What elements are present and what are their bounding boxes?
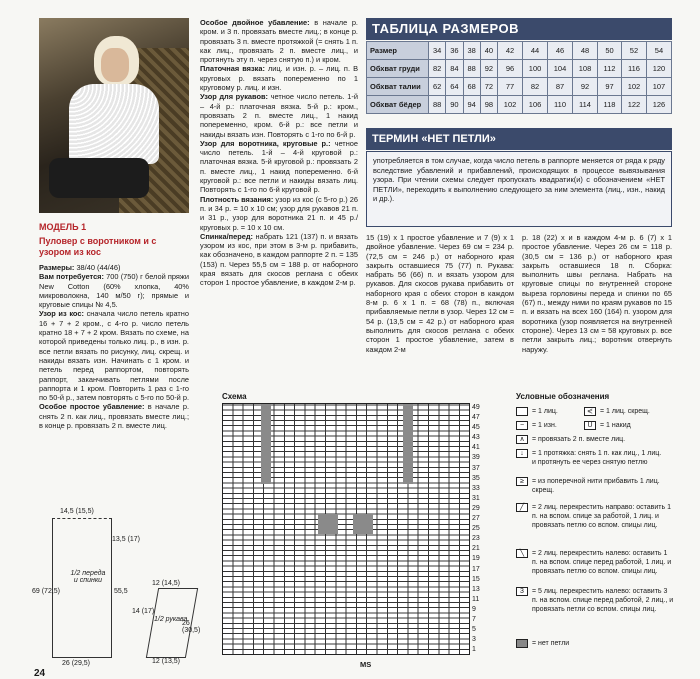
legend-text: = 1 изн. bbox=[532, 422, 557, 429]
legend-item bbox=[516, 435, 676, 444]
pattern-label: 26 (30,5) bbox=[182, 620, 201, 634]
size-cell: 88 bbox=[463, 60, 480, 78]
size-cell: 120 bbox=[646, 60, 671, 78]
no-stitch-cell bbox=[261, 404, 271, 484]
size-cell: 92 bbox=[480, 60, 497, 78]
legend-title: Условные обозначения bbox=[516, 392, 610, 401]
size-cell: 116 bbox=[621, 60, 646, 78]
size-cell: 94 bbox=[463, 96, 480, 114]
size-cell: 34 bbox=[429, 42, 446, 60]
paragraph-text: в начале р. снять 2 п. как лиц., провязать вместе лиц.; в конце р. провязать 2 п. вместе лиц. bbox=[39, 402, 189, 431]
paragraph-text: 700 (750) г белой пряжи New Cotton (60% хлопка, 40% микроволокна, 140 м/50 г); прямые и круговые спицы № 4,5. bbox=[39, 272, 189, 310]
paragraph-text: 38/40 (44/46) bbox=[74, 263, 121, 272]
size-cell: 82 bbox=[429, 60, 446, 78]
row-number: 5 bbox=[472, 626, 476, 634]
paragraph-heading: Особое двойное убавление: bbox=[200, 18, 310, 27]
size-cell: 90 bbox=[446, 96, 463, 114]
size-cell: 54 bbox=[646, 42, 671, 60]
paragraph-text: в начале р. кром. и 3 п. провязать вместе лиц.; в конце р. провязать 3 п. вместе протяжкой (= снять 1 п. как лиц., провязать 2 п. вместе лиц., и протянуть эту п. через снятую п.) и кром. bbox=[200, 18, 358, 65]
pattern-label: 26 (29,5) bbox=[62, 660, 91, 667]
paragraph-text: четное число петель. 1-й – 4-й р.: платочная вязка. 5-й р.: кром., провязать 2 п. вместе лиц., 1 накид попеременно, кром. 6-й р.: все петли и накиды вязать изн. Повторять с 1-го по 6-й р. bbox=[200, 92, 358, 139]
paragraph-heading: Платочная вязка: bbox=[200, 64, 265, 74]
size-cell: 110 bbox=[548, 96, 573, 114]
model-name: Пуловер с воротником и с узором из кос bbox=[39, 236, 157, 257]
size-cell: 92 bbox=[573, 78, 598, 96]
legend-item bbox=[516, 421, 557, 430]
legend-text: = 1 лиц. bbox=[532, 408, 558, 415]
twisted-knit-icon: ⋞ bbox=[584, 407, 596, 416]
cross-right-icon: ╱ bbox=[516, 503, 528, 512]
row-number: 47 bbox=[472, 414, 480, 422]
cross-left-icon: ╲ bbox=[516, 549, 528, 558]
repeat-label: MS bbox=[360, 660, 372, 669]
pattern-label: 1/2 рукава bbox=[154, 616, 188, 623]
pattern-label: 14,5 (15,5) bbox=[60, 508, 94, 515]
legend-text: = 1 накид bbox=[600, 422, 631, 429]
size-cell: 62 bbox=[429, 78, 446, 96]
size-table bbox=[366, 41, 672, 114]
instructions-col2 bbox=[200, 18, 358, 288]
row-number: 21 bbox=[472, 545, 480, 553]
paragraph-text: сначала число петель кратно 16 + 7 + 2 кром., с 4-го р. число петель кратно 18 + 7 + 2 кром. Вязать по схеме, на которой приведены только лиц. р., в изн. р. все петли вязать по рисунку, лиц. скрещ. и накиды вязать изн. Начинать с 1 кром. и петель перед раппортом, повторять раппорт, заканчивать петлями после раппорта и 1 кром. Повторить 1 раз с 1-го по 50-й р., затем повторять с 5-го по 50-й р. bbox=[39, 309, 189, 403]
legend-text: = нет петли bbox=[532, 640, 570, 647]
size-cell: 44 bbox=[523, 42, 548, 60]
legend-text: = 2 лиц. перекрестить налево: оставить 1 п. на вспом. спице перед работой, 1 лиц. и провязать петлю со вспом. спицы лиц. bbox=[532, 550, 672, 575]
row-numbers bbox=[472, 403, 490, 655]
legend-item bbox=[516, 503, 674, 530]
size-cell: 107 bbox=[646, 78, 671, 96]
paragraph bbox=[39, 263, 189, 272]
size-cell: 82 bbox=[523, 78, 548, 96]
instructions-col1 bbox=[39, 263, 189, 430]
instructions-col3: 15 (19) х 1 простое убавление и 7 (9) х 1 двойное убавление. Через 69 см = 234 р. (72,5 см = 246 р.) от наборного края закрыть оставшиеся 75 (77) п. Рукава: набрать 56 (66) п. и вязать узором для рукавов. Для скосов рукава прибавить от наборного края с обеих сторон в каждом 8-м р. 6 х 1 п. = 68 (78) п., включая прибавляемые петли в узор. Через 12 см = 54 р. (13,5 см = 42 р.) от наборного края выполнить для скосов реглана с обеих сторон 1 простое убавление, затем в каждом 2-м bbox=[366, 233, 514, 354]
size-cell: 48 bbox=[573, 42, 598, 60]
purl-symbol-icon: − bbox=[516, 421, 528, 430]
paragraph-heading: Узор для рукавов: bbox=[200, 92, 268, 102]
no-stitch-cell bbox=[403, 404, 413, 484]
size-cell: 126 bbox=[646, 96, 671, 114]
size-cell: 112 bbox=[598, 60, 622, 78]
paragraph-heading: Спинка/перед: bbox=[200, 231, 254, 241]
sewing-pattern bbox=[32, 508, 202, 673]
size-cell: 46 bbox=[548, 42, 573, 60]
row-number: 45 bbox=[472, 424, 480, 432]
size-cell: 40 bbox=[480, 42, 497, 60]
legend-item bbox=[516, 477, 666, 495]
knit-symbol-icon bbox=[516, 407, 528, 416]
paragraph-text: лиц. и изн. р. – лиц. п. В круговых р. вязать попеременно по 1 круговому р. лиц. и изн. bbox=[200, 64, 358, 93]
size-row-label: Размер bbox=[367, 42, 429, 60]
body-pattern-outline bbox=[52, 518, 112, 658]
paragraph bbox=[200, 92, 358, 138]
no-stitch-icon bbox=[516, 639, 528, 648]
size-cell: 118 bbox=[598, 96, 622, 114]
slip-decrease-icon: ↓ bbox=[516, 449, 528, 458]
size-cell: 52 bbox=[621, 42, 646, 60]
row-number: 1 bbox=[472, 646, 476, 654]
row-number: 35 bbox=[472, 474, 480, 482]
size-cell: 88 bbox=[429, 96, 446, 114]
legend-text: = 2 лиц. перекрестить направо: оставить 1 п. на вспом. спице за работой, 1 лиц. и провязать петлю со вспом. спицы лиц. bbox=[532, 504, 671, 529]
legs-image bbox=[49, 158, 149, 198]
size-cell: 36 bbox=[446, 42, 463, 60]
paragraph bbox=[200, 139, 358, 195]
row-number: 23 bbox=[472, 535, 480, 543]
paragraph bbox=[200, 195, 358, 232]
legend-item bbox=[516, 449, 666, 467]
row-number: 49 bbox=[472, 404, 480, 411]
row-number: 3 bbox=[472, 636, 476, 644]
size-row-label: Обхват бёдер bbox=[367, 96, 429, 114]
size-cell: 104 bbox=[548, 60, 573, 78]
legend-item bbox=[516, 549, 674, 576]
size-row bbox=[367, 78, 672, 96]
size-cell: 42 bbox=[498, 42, 523, 60]
paragraph-text: четное число петель. 1-й – 4-й круговой р.: платочная вязка. 5-й круговой р.: провязать 2 п. вместе лиц., 1 накид попеременно. 6-й круговой р.: все петли и накиды вязать лиц. Повторять с 1-го по 6-й круговой р. bbox=[200, 138, 358, 195]
model-photo bbox=[39, 18, 189, 213]
instructions-col4: р. 18 (22) х и в каждом 4-м р. 6 (7) х 1 простое убавление. Через 26 см = 118 р. (30,5 см = 136 р.) от наборного края закрыть оставшиеся 18 п. Сборка: выполнить швы реглана. Набрать на круговые спицы по внутренней стороне выреза горловины переда и спинки по 65 (67) п., между ними по краям рукавов по 15 п. и вязать на всех 160 (164) п. узором для воротника (узор появляется на внутренней стороне). Через 13 см = 58 круговых р. все петли закрыть лиц.; воротник отвернуть наружу. bbox=[522, 233, 672, 354]
model-title: МОДЕЛЬ 1 bbox=[39, 222, 87, 232]
row-number: 11 bbox=[472, 595, 480, 603]
row-number: 7 bbox=[472, 615, 476, 623]
term-text: употребляется в том случае, когда число петель в раппорте меняется от ряда к ряду вследствие убавлений и прибавлений, происходящих в процессе вывязывания узора. При чтении схемы следует пропускать квадратик(и) с обозначением «НЕТ ПЕТЛИ», переходить к выполнению следующего за ним элемента (лиц., изн., накид и др.). bbox=[366, 151, 672, 227]
term-title: ТЕРМИН «НЕТ ПЕТЛИ» bbox=[366, 128, 672, 150]
size-cell: 106 bbox=[523, 96, 548, 114]
row-number: 39 bbox=[472, 454, 480, 462]
legend-item bbox=[584, 407, 650, 416]
size-cell: 122 bbox=[621, 96, 646, 114]
pattern-label: 12 (14,5) bbox=[152, 580, 181, 587]
paragraph bbox=[39, 402, 189, 430]
legend-text: = провязать 2 п. вместе лиц. bbox=[532, 436, 626, 443]
pattern-label: 55,5 bbox=[114, 588, 128, 595]
row-number: 37 bbox=[472, 464, 480, 472]
paragraph-heading: Вам потребуется: bbox=[39, 272, 104, 282]
page-number: 24 bbox=[34, 668, 46, 679]
size-table-title: ТАБЛИЦА РАЗМЕРОВ bbox=[366, 18, 672, 40]
row-number: 29 bbox=[472, 504, 480, 512]
row-number: 33 bbox=[472, 484, 480, 492]
sweater-image bbox=[69, 84, 159, 164]
paragraph-heading: Узор из кос: bbox=[39, 309, 84, 319]
pattern-label: 12 (13,5) bbox=[152, 658, 181, 665]
pattern-label: 69 (72,5) bbox=[32, 588, 61, 595]
k2tog-icon: ∧ bbox=[516, 435, 528, 444]
paragraph bbox=[200, 18, 358, 64]
size-cell: 87 bbox=[548, 78, 573, 96]
size-row bbox=[367, 60, 672, 78]
no-stitch-cell bbox=[318, 514, 338, 534]
paragraph-heading: Плотность вязания: bbox=[200, 194, 274, 204]
face-image bbox=[101, 48, 129, 82]
size-row-label: Обхват груди bbox=[367, 60, 429, 78]
row-number: 9 bbox=[472, 605, 476, 613]
size-cell: 108 bbox=[573, 60, 598, 78]
size-row bbox=[367, 42, 672, 60]
row-number: 31 bbox=[472, 494, 480, 502]
pattern-label: 1/2 переда и спинки bbox=[70, 570, 106, 584]
row-number: 27 bbox=[472, 515, 480, 523]
size-cell: 97 bbox=[598, 78, 622, 96]
legend-text: = 5 лиц. перекрестить налево: оставить 3 п. на вспом. спице перед работой, 2 лиц., и провязать петли со вспом. спицы лиц. bbox=[532, 588, 674, 613]
row-number: 41 bbox=[472, 444, 480, 452]
schema-title: Схема bbox=[222, 392, 247, 401]
legend-text: = 1 протяжка: снять 1 п. как лиц., 1 лиц. и протянуть ее через снятую петлю bbox=[532, 450, 662, 466]
row-number: 25 bbox=[472, 525, 480, 533]
legend-text: = 1 лиц. скрещ. bbox=[600, 408, 650, 415]
size-cell: 114 bbox=[573, 96, 598, 114]
size-cell: 38 bbox=[463, 42, 480, 60]
paragraph bbox=[200, 232, 358, 288]
legend-item bbox=[516, 639, 569, 648]
size-cell: 102 bbox=[498, 96, 523, 114]
yarn-over-icon: U bbox=[584, 421, 596, 430]
paragraph bbox=[200, 64, 358, 92]
size-cell: 100 bbox=[523, 60, 548, 78]
size-cell: 72 bbox=[480, 78, 497, 96]
legend-item bbox=[516, 587, 674, 614]
size-cell: 84 bbox=[446, 60, 463, 78]
increase-icon: ≥ bbox=[516, 477, 528, 486]
paragraph-text: узор из кос (с 5-го р.) 26 п. и 34 р. = 10 х 10 см; узор для рукавов 21 п. и 31 р., узор для воротника 21 п. и 45 р./круговых р. = 10 х 10 см. bbox=[200, 194, 358, 232]
row-number: 13 bbox=[472, 585, 480, 593]
row-number: 15 bbox=[472, 575, 480, 583]
paragraph bbox=[39, 309, 189, 402]
row-number: 43 bbox=[472, 434, 480, 442]
size-cell: 96 bbox=[498, 60, 523, 78]
no-stitch-cell bbox=[353, 514, 373, 534]
size-cell: 64 bbox=[446, 78, 463, 96]
size-cell: 102 bbox=[621, 78, 646, 96]
row-number: 19 bbox=[472, 555, 480, 563]
paragraph-heading: Узор для воротника, круговые р.: bbox=[200, 138, 331, 148]
size-row bbox=[367, 96, 672, 114]
size-cell: 50 bbox=[598, 42, 622, 60]
paragraph-text: набрать 121 (137) п. и вязать узором из кос, при этом в 3-м р. прибавить, как обозначено, в каждом раппорте 2 п. = 135 (153) п. Через 55,5 см = 188 р. от наборного края вязать для скосов реглана с обеих сторон 1 простое убавление, в каждом 2-м р. bbox=[200, 231, 358, 288]
legend-item bbox=[516, 407, 558, 416]
paragraph-heading: Размеры: bbox=[39, 263, 75, 272]
size-cell: 98 bbox=[480, 96, 497, 114]
row-number: 17 bbox=[472, 565, 480, 573]
legend-item bbox=[584, 421, 631, 430]
legend-text: = из поперечной нити прибавить 1 лиц. скрещ. bbox=[532, 478, 660, 494]
size-cell: 68 bbox=[463, 78, 480, 96]
knitting-chart bbox=[222, 403, 470, 655]
size-cell: 77 bbox=[498, 78, 523, 96]
size-row-label: Обхват талии bbox=[367, 78, 429, 96]
paragraph bbox=[39, 272, 189, 309]
cross-five-icon: 3 bbox=[516, 587, 528, 596]
pattern-label: 14 (17) bbox=[132, 608, 155, 615]
pattern-label: 13,5 (17) bbox=[112, 536, 141, 543]
paragraph-heading: Особое простое убавление: bbox=[39, 402, 145, 412]
